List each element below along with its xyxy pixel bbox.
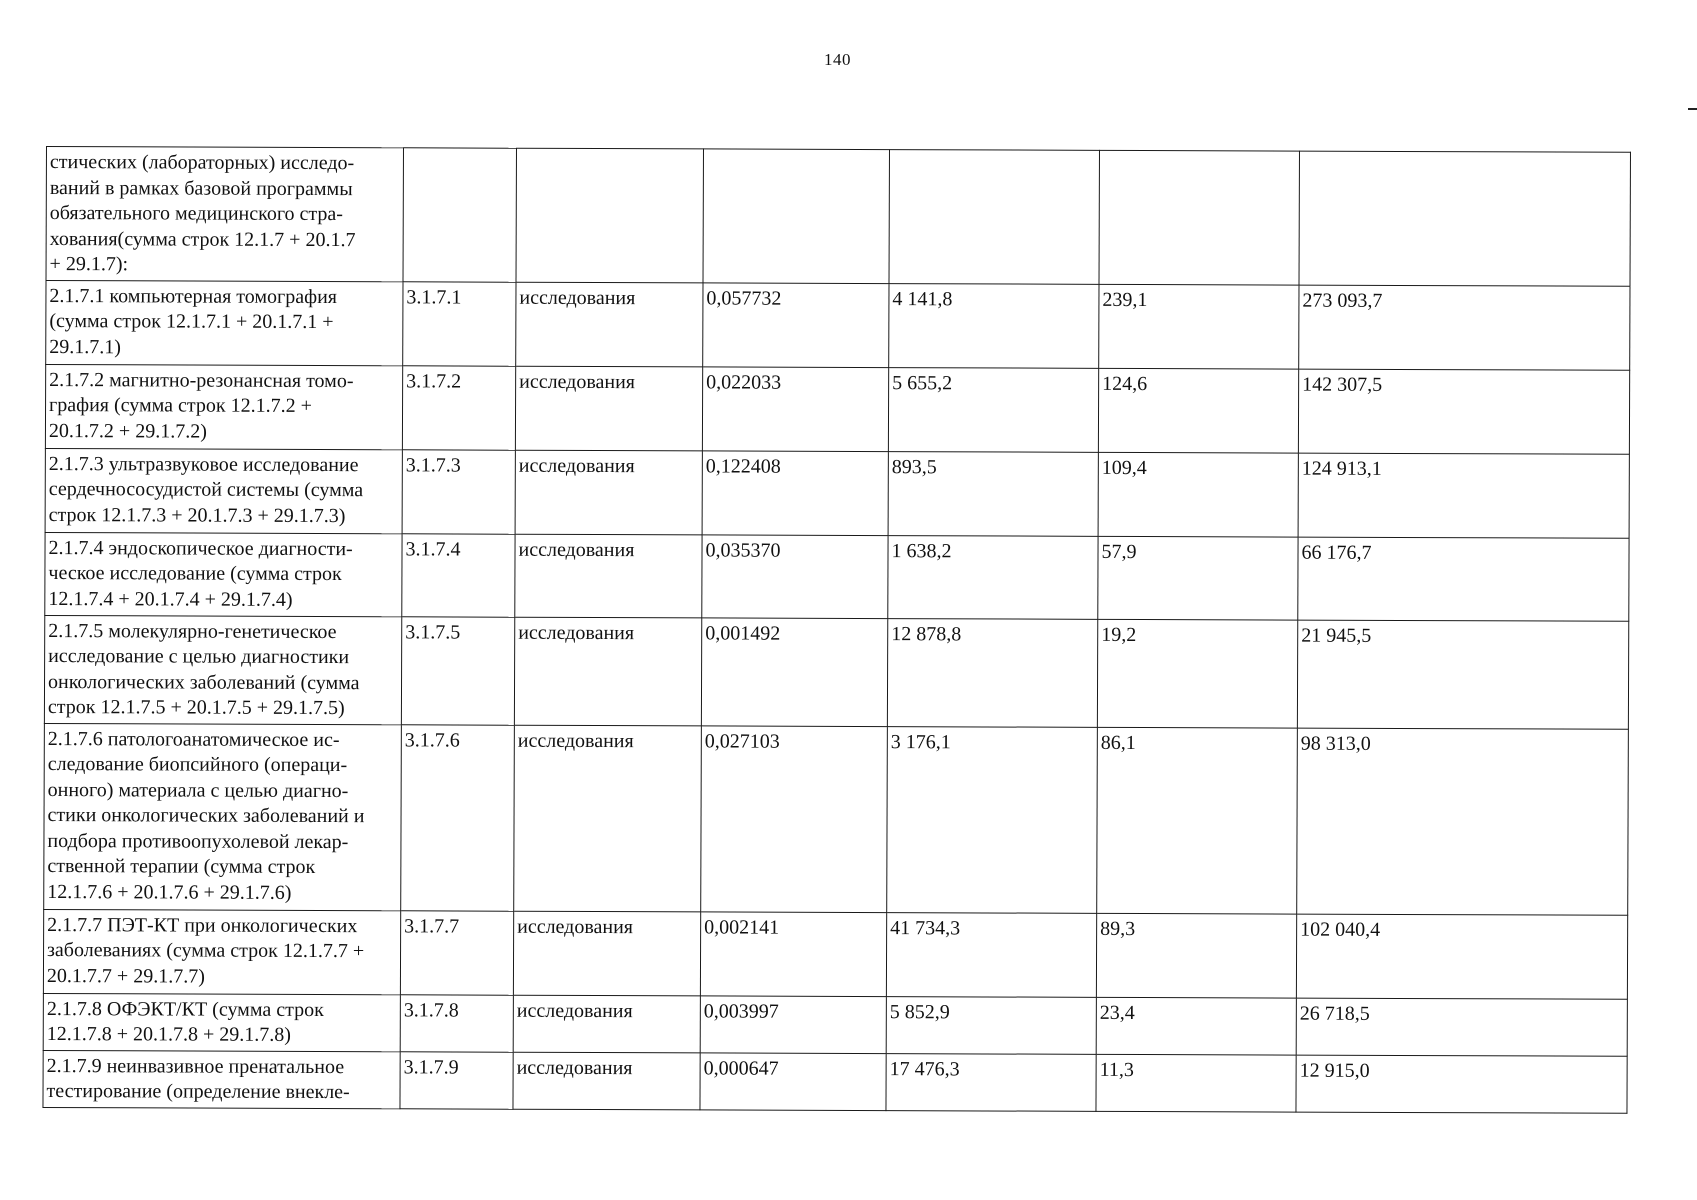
row-description: 2.1.7.3 ультразвуковое исследование сердечнососудистой системы (сумма строк 12.1.7.3 + 20.1.7.3 + 29.1.7.3) bbox=[45, 448, 402, 533]
row-volume: 0,000647 bbox=[700, 1052, 886, 1110]
table-row bbox=[43, 909, 1627, 999]
row-code: 3.1.7.4 bbox=[402, 533, 515, 616]
row-description: 2.1.7.6 патологоанатомическое ис- следование биопсийного (операци- онного) материала с целью диагно- стики онкологических заболеваний и подбора противоопухолевой лекар- ственной терапии (сумма строк 12.1.7.6 + 20.1.7.6 + 29.1.7.6) bbox=[44, 723, 402, 910]
row-description: 2.1.7.2 магнитно-резонансная томо- графия (сумма строк 12.1.7.2 + 20.1.7.2 + 29.1.7.2) bbox=[45, 364, 402, 449]
row-cost: 41 734,3 bbox=[886, 912, 1096, 997]
row-per-capita: 19,2 bbox=[1097, 619, 1297, 728]
table-row bbox=[43, 993, 1627, 1056]
row-per-capita: 124,6 bbox=[1098, 368, 1298, 453]
row-code: 3.1.7.8 bbox=[400, 994, 513, 1051]
row-description: 2.1.7.9 неинвазивное пренатальное тестирование (определение внекле- bbox=[43, 1050, 400, 1108]
row-total: 21 945,5 bbox=[1297, 620, 1628, 729]
row-description: 2.1.7.4 эндоскопическое диагности- ческое исследование (сумма строк 12.1.7.4 + 20.1.7.4 + 29.1.7.4) bbox=[45, 532, 402, 616]
row-total: 273 093,7 bbox=[1299, 285, 1630, 370]
row-code: 3.1.7.7 bbox=[400, 910, 513, 994]
page-number: 140 bbox=[824, 50, 851, 69]
table-row bbox=[45, 364, 1629, 454]
row-unit: исследования bbox=[515, 366, 702, 451]
row-unit: исследования bbox=[515, 534, 702, 618]
row-total: 98 313,0 bbox=[1297, 728, 1629, 915]
row-volume: 0,057732 bbox=[703, 282, 889, 367]
row-code: 3.1.7.5 bbox=[401, 616, 514, 724]
row-cost: 3 176,1 bbox=[887, 726, 1098, 913]
row-per-capita: 11,3 bbox=[1096, 1054, 1296, 1112]
row-description: 2.1.7.8 ОФЭКТ/КТ (сумма строк 12.1.7.8 + 20.1.7.8 + 29.1.7.8) bbox=[43, 993, 400, 1051]
row-unit: исследования bbox=[516, 282, 703, 367]
row-total bbox=[1299, 151, 1630, 286]
row-volume: 0,002141 bbox=[700, 911, 886, 996]
row-per-capita: 86,1 bbox=[1097, 727, 1298, 914]
row-description: 2.1.7.7 ПЭТ-КТ при онкологических заболеваниях (сумма строк 12.1.7.7 + 20.1.7.7 + 29.1.7.7) bbox=[43, 909, 400, 994]
row-cost: 893,5 bbox=[888, 451, 1098, 536]
row-cost bbox=[889, 150, 1099, 284]
edge-mark bbox=[1688, 108, 1697, 110]
row-per-capita: 89,3 bbox=[1096, 913, 1296, 998]
row-per-capita: 239,1 bbox=[1099, 284, 1299, 369]
row-code: 3.1.7.3 bbox=[402, 449, 515, 533]
row-unit bbox=[516, 148, 703, 282]
row-cost: 12 878,8 bbox=[887, 618, 1097, 727]
table-row bbox=[44, 615, 1628, 729]
row-volume: 0,022033 bbox=[702, 366, 888, 451]
row-per-capita bbox=[1099, 150, 1299, 284]
table-body bbox=[43, 147, 1631, 1113]
table-row bbox=[43, 1050, 1627, 1113]
row-volume: 0,003997 bbox=[700, 995, 886, 1053]
row-per-capita: 57,9 bbox=[1098, 536, 1298, 620]
row-total: 12 915,0 bbox=[1296, 1055, 1627, 1113]
row-per-capita: 109,4 bbox=[1098, 452, 1298, 537]
row-cost: 5 852,9 bbox=[886, 996, 1096, 1054]
row-total: 66 176,7 bbox=[1298, 537, 1629, 621]
row-volume: 0,035370 bbox=[702, 534, 888, 618]
row-unit: исследования bbox=[514, 725, 702, 912]
row-code: 3.1.7.2 bbox=[402, 365, 515, 449]
table-row bbox=[44, 723, 1629, 915]
row-code bbox=[403, 148, 516, 282]
row-cost: 17 476,3 bbox=[886, 1053, 1096, 1111]
row-code: 3.1.7.9 bbox=[400, 1051, 513, 1108]
table-row bbox=[45, 448, 1629, 538]
table-row bbox=[45, 532, 1629, 621]
row-description: 2.1.7.5 молекулярно-генетическое исследование с целью диагностики онкологических заболеваний (сумма строк 12.1.7.5 + 20.1.7.5 + 29.1.7.5) bbox=[44, 615, 401, 724]
row-description: 2.1.7.1 компьютерная томография (сумма строк 12.1.7.1 + 20.1.7.1 + 29.1.7.1) bbox=[46, 280, 403, 365]
row-total: 142 307,5 bbox=[1298, 369, 1629, 454]
row-cost: 1 638,2 bbox=[888, 535, 1098, 619]
row-total: 124 913,1 bbox=[1298, 453, 1629, 538]
row-volume: 0,122408 bbox=[702, 450, 888, 535]
row-code: 3.1.7.1 bbox=[403, 281, 516, 365]
table-row bbox=[46, 280, 1630, 370]
row-code: 3.1.7.6 bbox=[401, 724, 515, 910]
row-volume: 0,027103 bbox=[701, 725, 888, 912]
row-volume bbox=[703, 149, 889, 283]
table-row bbox=[46, 147, 1630, 286]
row-unit: исследования bbox=[513, 1052, 700, 1110]
row-cost: 4 141,8 bbox=[889, 283, 1099, 368]
row-unit: исследования bbox=[514, 617, 701, 726]
row-total: 102 040,4 bbox=[1296, 914, 1627, 999]
row-description: стических (лабораторных) исследо- ваний в рамках базовой программы обязательного медицинского стра- хования(сумма строк 12.1.7 + 20.1.7 + 29.1.7): bbox=[46, 147, 403, 282]
row-unit: исследования bbox=[513, 995, 700, 1053]
row-per-capita: 23,4 bbox=[1096, 997, 1296, 1055]
row-cost: 5 655,2 bbox=[888, 367, 1098, 452]
row-unit: исследования bbox=[515, 450, 702, 535]
row-total: 26 718,5 bbox=[1296, 998, 1627, 1056]
data-table bbox=[42, 146, 1631, 1113]
row-volume: 0,001492 bbox=[701, 617, 887, 726]
row-unit: исследования bbox=[513, 911, 700, 996]
